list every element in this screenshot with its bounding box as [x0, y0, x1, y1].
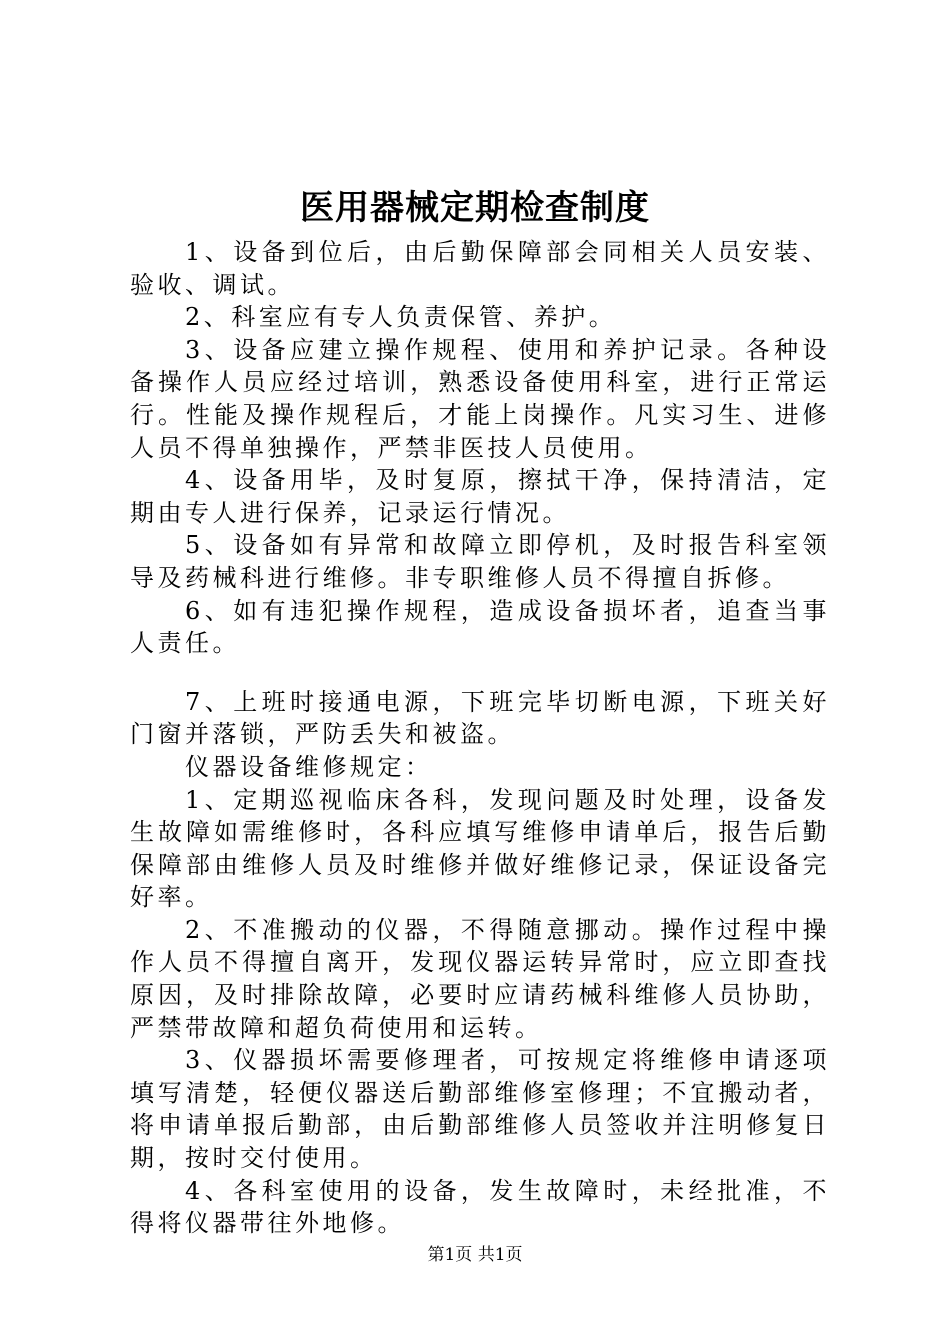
section-heading-repair: 仪器设备维修规定： [185, 752, 433, 781]
paragraph-repair-2: 2、不准搬动的仪器，不得随意挪动。操作过程中操作人员不得擅自离开，发现仪器运转异常时，应立即查找原因，及时排除故障，必要时应请药械科维修人员协助，严禁带故障和超负荷使用和运转。 [130, 915, 830, 1042]
paragraph-install: 1、设备到位后，由后勤保障部会同相关人员安装、验收、调试。 [130, 238, 830, 299]
paragraph-repair-3: 3、仪器损坏需要修理者，可按规定将维修申请逐项填写清楚，轻便仪器送后勤部维修室修理；不宜搬动者，将申请单报后勤部，由后勤部维修人员签收并注明修复日期，按时交付使用。 [130, 1046, 830, 1173]
paragraph-operation-rules: 3、设备应建立操作规程、使用和养护记录。各种设备操作人员应经过培训，熟悉设备使用科室，进行正常运行。性能及操作规程后，才能上岗操作。凡实习生、进修人员不得单独操作，严禁非医技人员使用。 [130, 335, 830, 462]
paragraph-repair-1: 1、定期巡视临床各科，发现问题及时处理，设备发生故障如需维修时，各科应填写维修申请单后，报告后勤保障部由维修人员及时维修并做好维修记录，保证设备完好率。 [130, 785, 830, 912]
paragraph-liability: 6、如有违犯操作规程，造成设备损坏者，追查当事人责任。 [130, 596, 830, 658]
page-footer: 第1页 共1页 [427, 1245, 523, 1265]
paragraph-spacer [130, 660, 830, 686]
paragraph-maintenance: 4、设备用毕，及时复原，擦拭干净，保持清洁，定期由专人进行保养，记录运行情况。 [130, 466, 830, 527]
paragraph-repair-4: 4、各科室使用的设备，发生故障时，未经批准，不得将仪器带往外地修。 [130, 1176, 830, 1238]
document-title: 医用器械定期检查制度 [300, 188, 650, 228]
paragraph-fault-report: 5、设备如有异常和故障立即停机，及时报告科室领导及药械科进行维修。非专职维修人员不得擅自拆修。 [130, 531, 830, 592]
document-body [130, 236, 830, 1240]
paragraph-power-security: 7、上班时接通电源，下班完毕切断电源，下班关好门窗并落锁，严防丢失和被盗。 [130, 687, 830, 749]
paragraph-custody: 2、科室应有专人负责保管、养护。 [185, 303, 617, 332]
